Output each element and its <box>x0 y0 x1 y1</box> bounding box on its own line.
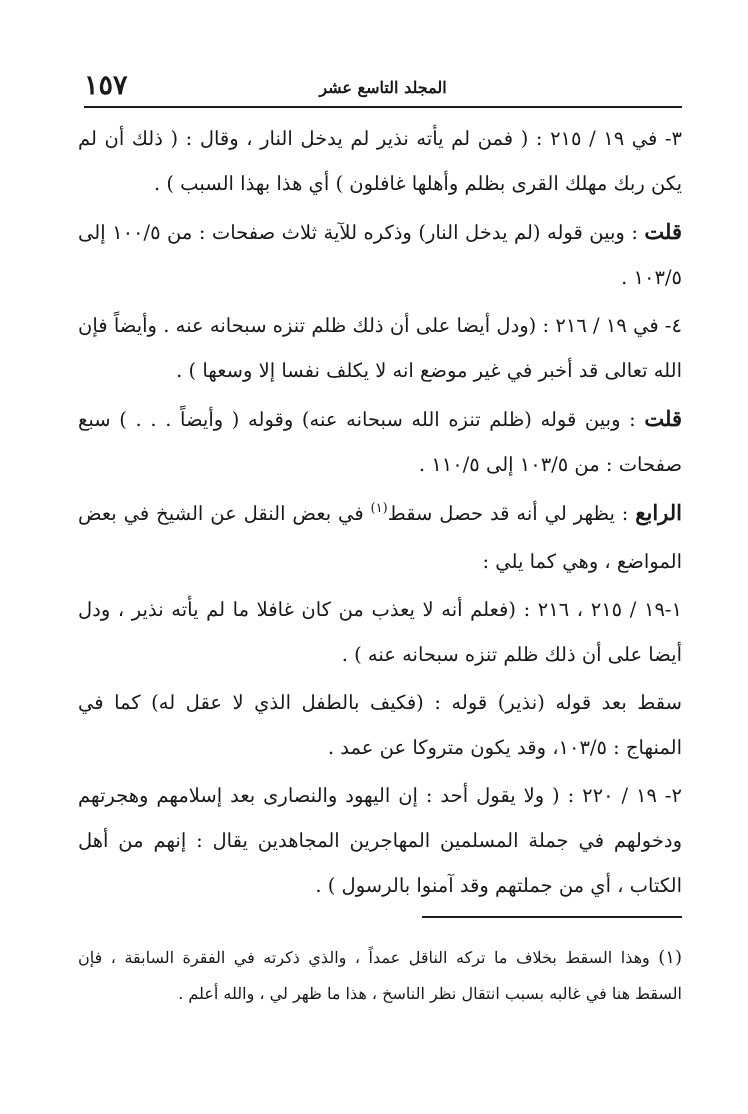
paragraph-text: : وبين قوله (لم يدخل النار) وذكره للآية ثلاث صفحات : من ١٠٠/٥ إلى ١٠٣/٥ . <box>78 221 682 289</box>
running-title: المجلد التاسع عشر <box>319 78 447 97</box>
paragraph-sub-item-1 <box>78 587 682 677</box>
body-text <box>78 116 682 911</box>
paragraph-text: ٣- في ١٩ / ٢١٥ : ( فمن لم يأته نذير لم يدخل النار ، وقال : ( ذلك أن لم يكن ربك مهلك القرى بظلم وأهلها غافلون ) أي هذا بهذا السبب ) . <box>78 127 683 195</box>
paragraph-comment-1 <box>78 209 682 300</box>
paragraph-item-3 <box>78 116 682 206</box>
footnote-text: وهذا السقط بخلاف ما تركه الناقل عمداً ، والذي ذكرته في الفقرة السابقة ، فإن السقط هنا في غالبه بسبب انتقال نظر الناسخ ، هذا ما ظهر لي ، والله أعلم . <box>78 948 682 1003</box>
footnote-reference[interactable]: (١) <box>370 501 388 516</box>
footnote <box>78 940 682 1012</box>
footnote-marker: (١) <box>658 947 682 968</box>
paragraph-text: ٤- في ١٩ / ٢١٦ : (ودل أيضا على أن ذلك ظلم تنزه سبحانه عنه . وأيضاً فإن الله تعالى قد أخبر في غير موضع انه لا يكلف نفسا إلا وسعها ) . <box>78 314 683 382</box>
page-number: ١٥٧ <box>84 70 128 101</box>
paragraph-text: في بعض النقل عن الشيخ في بعض المواضع ، وهي كما يلي : <box>78 502 682 573</box>
paragraph-item-4 <box>78 303 682 393</box>
paragraph-lead: قلت <box>644 406 682 431</box>
paragraph-fourth-section <box>78 490 682 584</box>
paragraph-omission-note <box>78 680 682 770</box>
running-header <box>84 70 682 104</box>
paragraph-text: ٢- ١٩ / ٢٢٠ : ( ولا يقول أحد : إن اليهود والنصارى بعد إسلامهم وهجرتهم ودخولهم في جملة المسلمين المهاجرين المجاهدين يقال : إنهم من أهل الكتاب ، أي من جملتهم وقد آمنوا بالرسول ) . <box>78 784 683 897</box>
footnote-divider <box>422 916 682 918</box>
paragraph-text: ١-١٩ / ٢١٥ ، ٢١٦ : (فعلم أنه لا يعذب من كان غافلا ما لم يأته نذير ، ودل أيضا على أن ذلك ظلم تنزه سبحانه عنه ) . <box>78 598 682 666</box>
paragraph-text: سقط بعد قوله (نذير) قوله : (فكيف بالطفل الذي لا عقل له) كما في المنهاج : ١٠٣/٥، وقد يكون متروكا عن عمد . <box>78 691 682 759</box>
paragraph-text-before: : يظهر لي أنه قد حصل سقط <box>387 502 636 525</box>
paragraph-lead: قلت <box>644 219 682 244</box>
paragraph-text: : وبين قوله (ظلم تنزه الله سبحانه عنه) وقوله ( وأيضاً . . . ) سبع صفحات : من ١٠٣/٥ إلى ١١٠/٥ . <box>78 408 682 476</box>
paragraph-lead: الرابع <box>635 500 682 525</box>
paragraph-comment-2 <box>78 396 682 487</box>
header-divider <box>84 106 682 108</box>
paragraph-sub-item-2 <box>78 773 682 908</box>
